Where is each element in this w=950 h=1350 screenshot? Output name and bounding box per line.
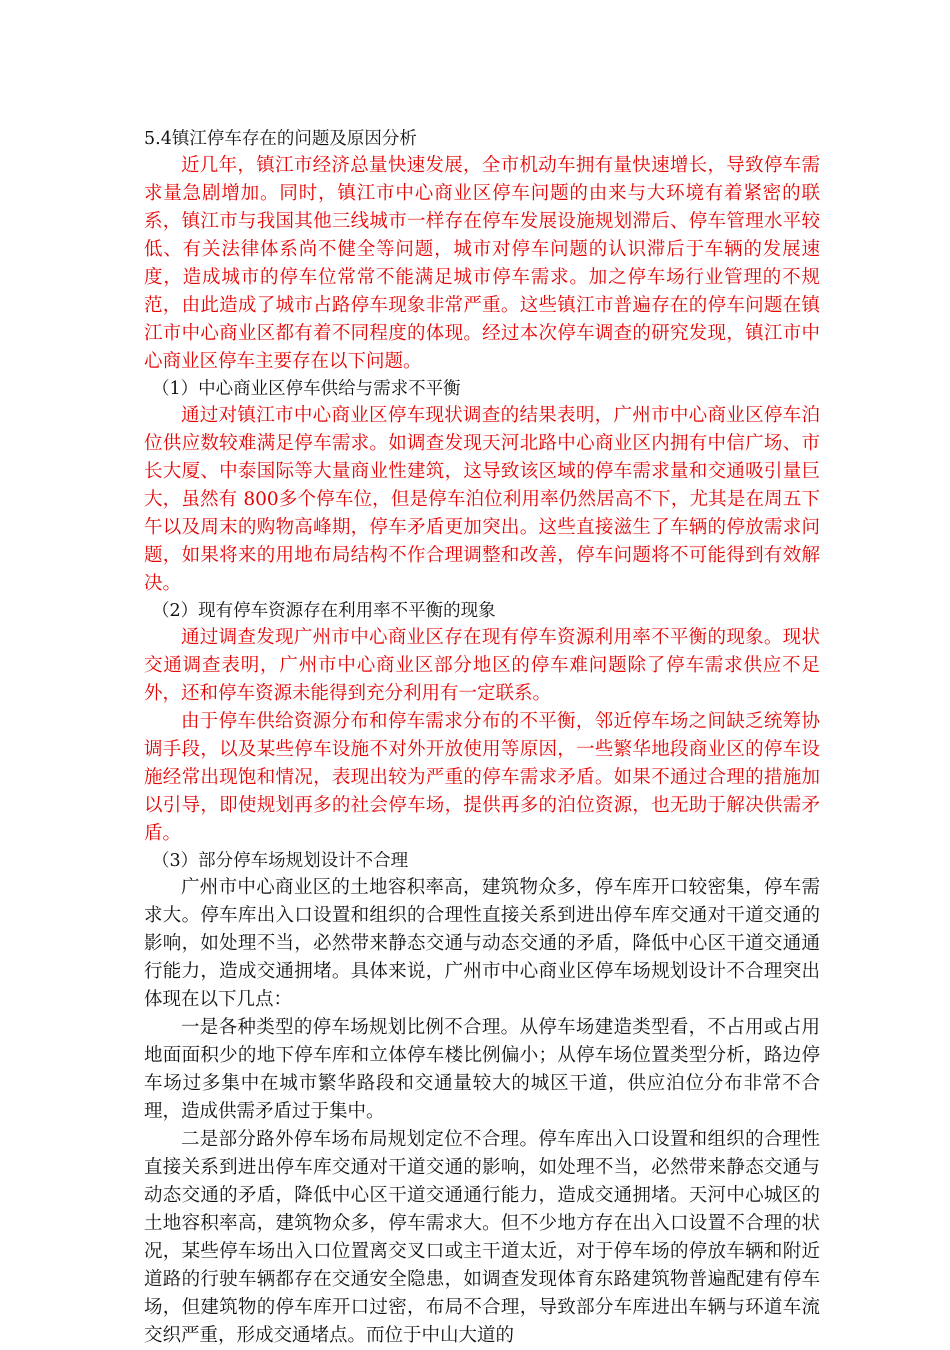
subsection-1-paragraph: 通过对镇江市中心商业区停车现状调查的结果表明，广州市中心商业区停车泊位供应数较难满足停车需求。如调查发现天河北路中心商业区内拥有中信广场、市长大厦、中泰国际等大量商业性建筑，这导致该区域的停车需求量和交通吸引量巨大，虽然有 800多个停车位，但是停车泊位利用率仍然居高不下，尤其是在周五下午以及周末的购物高峰期，停车矛盾更加突出。这些直接滋生了车辆的停放需求问题，如果将来的用地布局结构不作合理调整和改善，停车问题将不可能得到有效解决。 — [144, 405, 820, 594]
subsection-3-paragraph-2: 一是各种类型的停车场规划比例不合理。从停车场建造类型看，不占用或占用地面面积少的地下停车库和立体停车楼比例偏小；从停车场位置类型分析，路边停车场过多集中在城市繁华路段和交通量较大的城区干道，供应泊位分布非常不合理，造成供需矛盾过于集中。 — [144, 1017, 820, 1122]
document-body — [144, 126, 820, 1350]
subsection-title-1: （1）中心商业区停车供给与需求不平衡 — [152, 379, 461, 399]
subsection-title-3: （3）部分停车场规划设计不合理 — [152, 851, 409, 871]
subsection-2-paragraph-2: 由于停车供给资源分布和停车需求分布的不平衡，邻近停车场之间缺乏统筹协调手段，以及某些停车设施不对外开放使用等原因，一些繁华地段商业区的停车设施经常出现饱和情况，表现出较为严重的停车需求矛盾。如果不通过合理的措施加以引导，即使规划再多的社会停车场，提供再多的泊位资源，也无助于解决供需矛盾。 — [144, 711, 820, 844]
intro-paragraph: 近几年，镇江市经济总量快速发展，全市机动车拥有量快速增长，导致停车需求量急剧增加。同时，镇江市中心商业区停车问题的由来与大环境有着紧密的联系，镇江市与我国其他三线城市一样存在停车发展设施规划滞后、停车管理水平较低、有关法律体系尚不健全等问题，城市对停车问题的认识滞后于车辆的发展速度，造成城市的停车位常常不能满足城市停车需求。加之停车场行业管理的不规范，由此造成了城市占路停车现象非常严重。这些镇江市普遍存在的停车问题在镇江市中心商业区都有着不同程度的体现。经过本次停车调查的研究发现，镇江市中心商业区停车主要存在以下问题。 — [144, 155, 820, 372]
subsection-3-paragraph-1: 广州市中心商业区的土地容积率高，建筑物众多，停车库开口较密集，停车需求大。停车库出入口设置和组织的合理性直接关系到进出停车库交通对干道交通的影响，如处理不当，必然带来静态交通与动态交通的矛盾，降低中心区干道交通通行能力，造成交通拥堵。具体来说，广州市中心商业区停车场规划设计不合理突出体现在以下几点： — [144, 877, 820, 1010]
subsection-3-paragraph-3: 二是部分路外停车场布局规划定位不合理。停车库出入口设置和组织的合理性直接关系到进出停车库交通对干道交通的影响，如处理不当，必然带来静态交通与动态交通的矛盾，降低中心区干道交通通行能力，造成交通拥堵。天河中心城区的土地容积率高，建筑物众多，停车需求大。但不少地方存在出入口设置不合理的状况，某些停车场出入口位置离交叉口或主干道太近，对于停车场的停放车辆和附近道路的行驶车辆都存在交通安全隐患，如调查发现体育东路建筑物普遍配建有停车场，但建筑物的停车库开口过密，布局不合理，导致部分车库进出车辆与环道车流交织严重，形成交通堵点。而位于中山大道的 — [144, 1129, 820, 1346]
section-heading: 5.4镇江停车存在的问题及原因分析 — [144, 129, 417, 149]
subsection-2-paragraph-1: 通过调查发现广州市中心商业区存在现有停车资源利用率不平衡的现象。现状交通调查表明，广州市中心商业区部分地区的停车难问题除了停车需求供应不足外，还和停车资源未能得到充分利用有一定联系。 — [144, 627, 820, 704]
subsection-title-2: （2）现有停车资源存在利用率不平衡的现象 — [152, 601, 496, 621]
